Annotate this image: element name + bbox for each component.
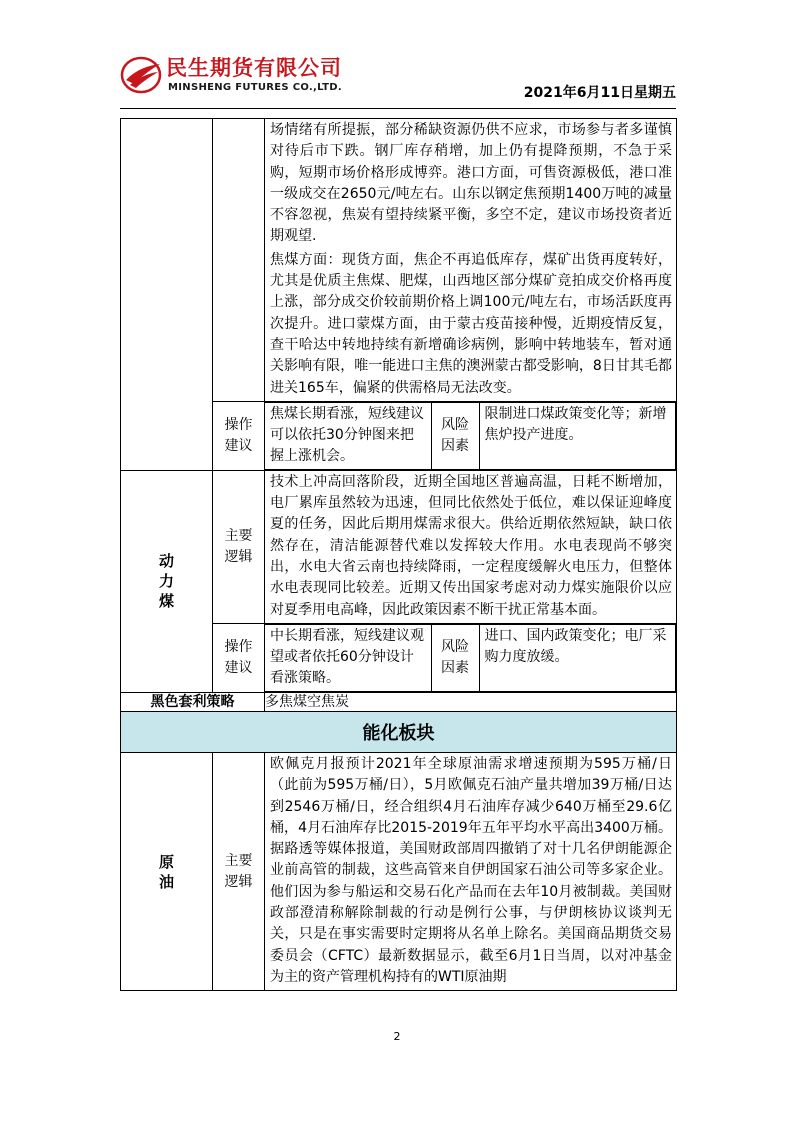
header-rule bbox=[120, 108, 676, 109]
coke-logic-text: 场情绪有所提振，部分稀缺资源仍供不应求，市场参与者多谨慎对待后市下跌。钢厂库存稍增，加上仍有提降预期，不急于采购，短期市场价格形成博弈。港口方面，可售资源极低，港口准一级成交在2650元/吨左右。山东以钢定焦预期1400万吨的减量不容忽视，焦炭有望持续紧平衡，多空不定，建议市场投资者近期观望. bbox=[270, 122, 672, 245]
crude-oil-logic-text: 欧佩克月报预计2021年全球原油需求增速预期为595万桶/日（此前为595万桶/日），5月欧佩克石油产量共增加39万桶/日达到2546万桶/日，经合组织4月石油库存减少640万桶至29.6亿桶，4月石油库存比2015-2019年五年平均水平高出3400万桶。据路透等媒体报道，美国财政部周四撤销了对十几名伊朗能源企业前高管的制裁，这些高管来自伊朗国家石油公司等多家企业。他们因为参与船运和交易石化产品而在去年10月被制裁。美国财政部澄清称解除制裁的行动是例行公事，与伊朗核协议谈判无关，只是在事实需要时定期将从名单上除名。美国商品期货交易委员会（CFTC）最新数据显示，截至6月1日当周，以对冲基金为主的资产管理机构持有的WTI原油期 bbox=[270, 755, 672, 985]
thermal-coal-risk-text: 进口、国内政策变化；电厂采购力度放缓。 bbox=[484, 627, 667, 665]
thermal-coal-op-label: 操作 建议 bbox=[213, 623, 265, 692]
page-header bbox=[120, 50, 676, 106]
logo-chinese-name: 民生期货有限公司 bbox=[166, 56, 342, 80]
black-arbitrage-row bbox=[121, 692, 677, 711]
coke-logic-row bbox=[121, 119, 677, 402]
thermal-coal-logic-text: 技术上冲高回落阶段，近期全国地区普遍高温，日耗不断增加，电厂累库虽然较为迅速，但同比依然处于低位，难以保证迎峰度夏的任务，因此后期用煤需求很大。供给近期依然短缺，缺口依然存在，清洁能源替代难以发挥较大作用。水电表现尚不够突出，水电大省云南也持续降雨，一定程度缓解火电压力，但整体水电表现同比较差。近期又传出国家考虑对动力煤实施限价以应对夏季用电高峰，因此政策因素不断干扰正常基本面。 bbox=[270, 473, 672, 618]
coke-category-cell bbox=[121, 119, 213, 471]
coking-coal-logic-text: 焦煤方面：现货方面，焦企不再追低库存，煤矿出货再度转好，尤其是优质主焦煤、肥煤，山西地区部分煤矿竞拍成交价格再度上涨，部分成交价较前期价格上调100元/吨左右，市场活跃度再次提升。进口蒙煤方面，由于蒙古疫苗接种慢，近期疫情反复，查干哈达中转地持续有新增确诊病例，影响中转地装车，暂对通关影响有限，唯一能进口主焦的澳洲蒙古都受影响，8日甘其毛都进关165车，偏紧的供需格局无法改变。 bbox=[270, 251, 672, 396]
strategy-table bbox=[120, 118, 677, 991]
crude-oil-logic-label: 主要 逻辑 bbox=[213, 752, 265, 990]
coke-risk-label: 风险 因素 bbox=[431, 402, 479, 469]
page-number: 2 bbox=[393, 1030, 401, 1043]
coke-logic-cell bbox=[265, 119, 677, 402]
black-arbitrage-label: 黑色套利策略 bbox=[121, 692, 265, 711]
coke-op-cell bbox=[265, 401, 677, 470]
logo-english-name: MINSHENG FUTURES CO.,LTD. bbox=[168, 82, 342, 93]
company-logo bbox=[120, 50, 370, 102]
energy-section-row bbox=[121, 711, 677, 752]
crude-oil-logic-row bbox=[121, 752, 677, 990]
coke-risk-text: 限制进口煤政策变化等；新增焦炉投产进度。 bbox=[484, 405, 667, 443]
report-date: 2021年6月11日星期五 bbox=[523, 85, 676, 101]
thermal-coal-logic-row bbox=[121, 470, 677, 623]
thermal-coal-op-text: 中长期看涨，短线建议观望或者依托60分钟设计看涨策略。 bbox=[270, 627, 424, 686]
thermal-coal-category: 动 力 煤 bbox=[121, 470, 213, 692]
coke-op-label: 操作 建议 bbox=[213, 401, 265, 470]
thermal-coal-risk-label: 风险 因素 bbox=[431, 624, 479, 691]
thermal-coal-logic-label: 主要 逻辑 bbox=[213, 470, 265, 623]
black-arbitrage-value: 多焦煤空焦炭 bbox=[265, 692, 677, 711]
crude-oil-category: 原 油 bbox=[121, 752, 213, 990]
minsheng-logo-icon bbox=[120, 54, 162, 94]
coke-op-text: 焦煤长期看涨，短线建议可以依托30分钟图来把握上涨机会。 bbox=[270, 405, 424, 464]
energy-section-title: 能化板块 bbox=[121, 711, 677, 752]
coke-logic-label-cell bbox=[213, 119, 265, 402]
